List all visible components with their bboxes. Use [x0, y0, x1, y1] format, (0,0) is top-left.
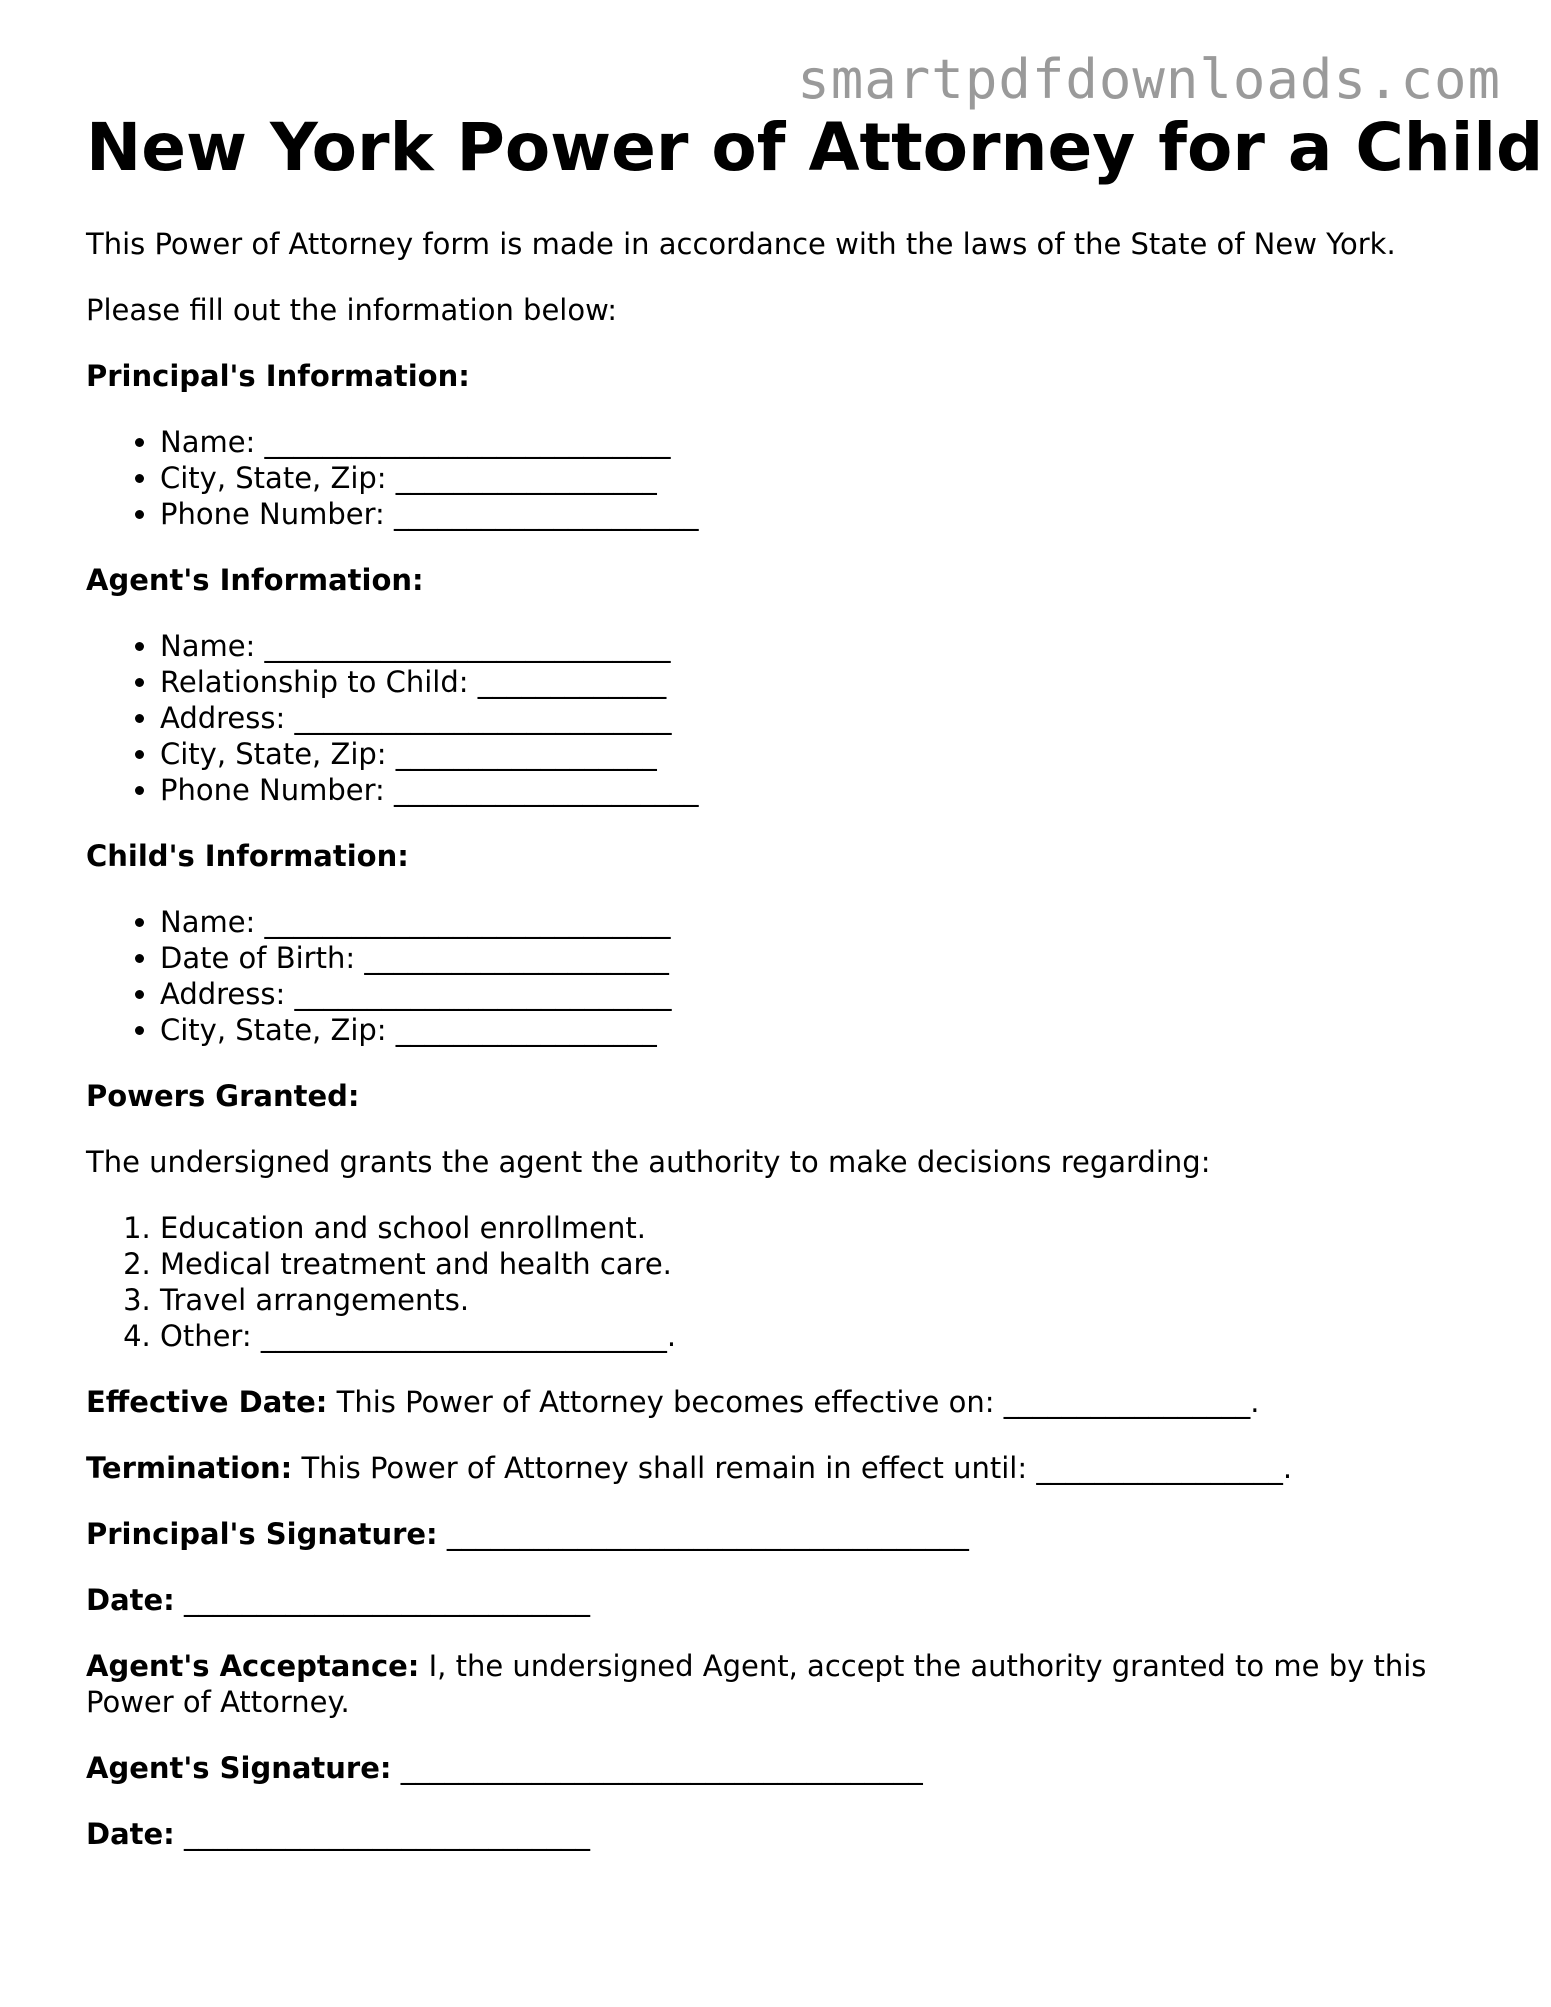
effective-date-label: Effective Date: [86, 1385, 328, 1419]
principal-signature-line [86, 1516, 1486, 1552]
power-item-other: 4. Other: ____________________________. [160, 1318, 1486, 1354]
powers-text: The undersigned grants the agent the authority to make decisions regarding: [86, 1145, 1211, 1179]
agent-address-field: • Address: __________________________ [160, 700, 1486, 736]
termination-line [86, 1450, 1486, 1486]
agent-date-blank: ____________________________ [174, 1817, 590, 1851]
principal-name-field: • Name: ____________________________ [160, 424, 1486, 460]
agent-date-label: Date: [86, 1817, 175, 1851]
principal-signature-blank: ____________________________________ [437, 1517, 969, 1551]
principal-city-field: • City, State, Zip: __________________ [160, 460, 1486, 496]
principal-date-line [86, 1582, 1486, 1618]
agent-acceptance-text: I, the undersigned Agent, accept the authority granted to me by this Power of Attorney. [86, 1649, 1427, 1719]
agent-relationship-field: • Relationship to Child: _____________ [160, 664, 1486, 700]
page-title: New York Power of Attorney for a Child [86, 109, 1544, 186]
child-fields [86, 904, 1486, 1048]
principal-phone-field: • Phone Number: _____________________ [160, 496, 1486, 532]
principal-date-blank: ____________________________ [174, 1583, 590, 1617]
powers-list [86, 1210, 1486, 1354]
child-address-field: • Address: __________________________ [160, 976, 1486, 1012]
powers-heading: Powers Granted: [86, 1079, 360, 1113]
agent-name-field: • Name: ____________________________ [160, 628, 1486, 664]
agent-signature-line [86, 1750, 1486, 1786]
instruction-text: Please fill out the information below: [86, 293, 617, 327]
intro-text: This Power of Attorney form is made in accordance with the laws of the State of New York. [86, 227, 1396, 261]
child-dob-field: • Date of Birth: _____________________ [160, 940, 1486, 976]
watermark: smartpdfdownloads.com [797, 48, 1501, 111]
power-item-medical: 2. Medical treatment and health care. [160, 1246, 1486, 1282]
child-city-field: • City, State, Zip: __________________ [160, 1012, 1486, 1048]
agent-heading: Agent's Information: [86, 563, 424, 597]
agent-phone-field: • Phone Number: _____________________ [160, 772, 1486, 808]
child-heading: Child's Information: [86, 839, 409, 873]
principal-date-label: Date: [86, 1583, 175, 1617]
principal-signature-label: Principal's Signature: [86, 1517, 438, 1551]
effective-date-text: This Power of Attorney becomes effective on: _________________. [327, 1385, 1260, 1419]
agent-signature-label: Agent's Signature: [86, 1751, 392, 1785]
termination-text: This Power of Attorney shall remain in effect until: _________________. [292, 1451, 1293, 1485]
child-name-field: • Name: ____________________________ [160, 904, 1486, 940]
agent-acceptance-label: Agent's Acceptance: [86, 1649, 420, 1683]
principal-fields [86, 424, 1486, 532]
power-item-education: 1. Education and school enrollment. [160, 1210, 1486, 1246]
agent-fields [86, 628, 1486, 808]
agent-city-field: • City, State, Zip: __________________ [160, 736, 1486, 772]
document-body [86, 109, 1544, 1882]
agent-date-line [86, 1816, 1486, 1852]
power-item-travel: 3. Travel arrangements. [160, 1282, 1486, 1318]
effective-date-line [86, 1384, 1486, 1420]
agent-acceptance [86, 1648, 1486, 1720]
agent-signature-blank: ____________________________________ [391, 1751, 923, 1785]
termination-label: Termination: [86, 1451, 293, 1485]
principal-heading: Principal's Information: [86, 359, 470, 393]
